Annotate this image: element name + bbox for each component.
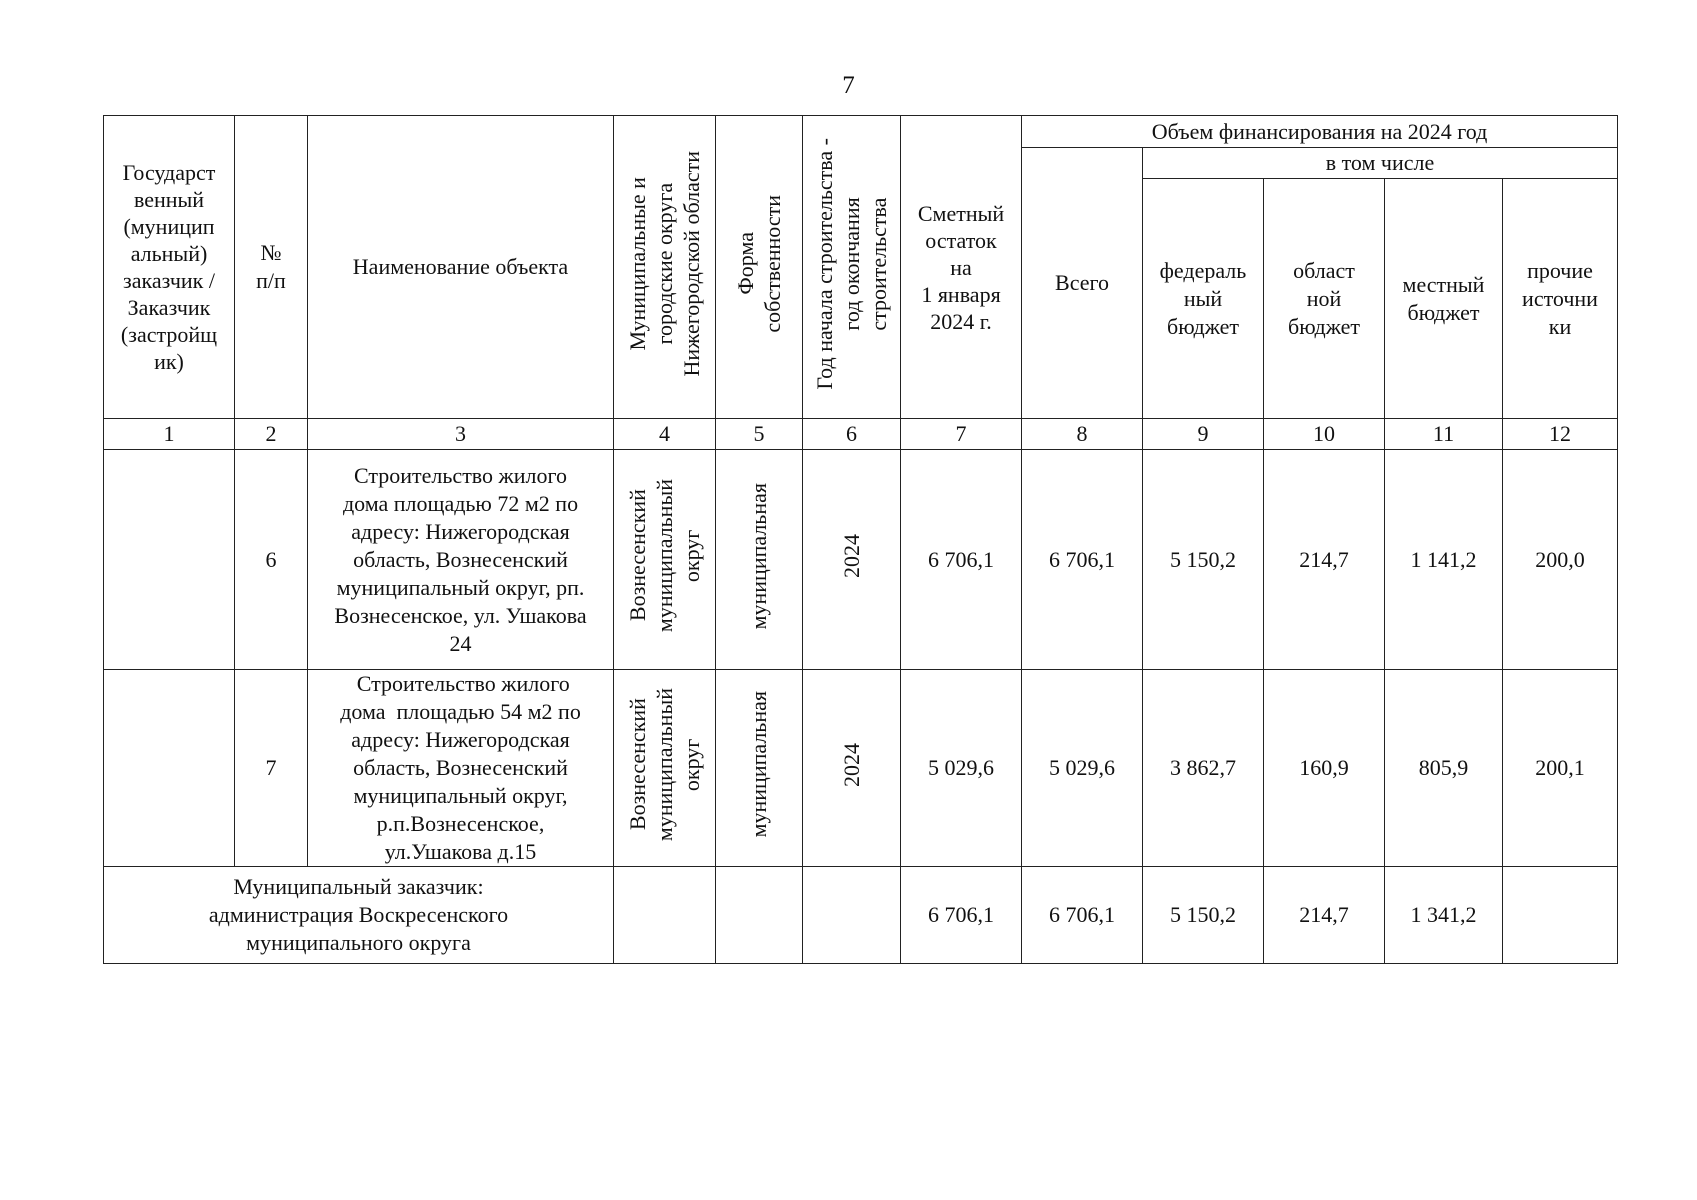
row-district [614, 450, 716, 670]
row-other: 200,1 [1503, 670, 1618, 867]
header-federal: федераль ный бюджет [1143, 179, 1264, 419]
column-number: 10 [1264, 419, 1385, 450]
header-years [803, 116, 901, 419]
summary-empty [803, 867, 901, 964]
row-customer [104, 670, 235, 867]
row-total: 6 706,1 [1022, 450, 1143, 670]
row-estimate: 6 706,1 [901, 450, 1022, 670]
header-estimate: Сметный остаток на 1 января 2024 г. [901, 116, 1022, 419]
header-total: Всего [1022, 148, 1143, 419]
row-estimate: 5 029,6 [901, 670, 1022, 867]
row-years [803, 670, 901, 867]
row-ownership [716, 670, 803, 867]
summary-empty [716, 867, 803, 964]
header-object-name: Наименование объекта [308, 116, 614, 419]
column-number: 7 [901, 419, 1022, 450]
row-number: 7 [235, 670, 308, 867]
header-other: прочие источни ки [1503, 179, 1618, 419]
column-number: 1 [104, 419, 235, 450]
column-number: 12 [1503, 419, 1618, 450]
row-other: 200,0 [1503, 450, 1618, 670]
row-district-text: Вознесенский муниципальный округ [625, 687, 704, 842]
column-number: 5 [716, 419, 803, 450]
summary-other [1503, 867, 1618, 964]
row-ownership-text: муниципальная [746, 482, 771, 630]
row-regional: 214,7 [1264, 450, 1385, 670]
header-districts [614, 116, 716, 419]
row-object-name: Строительство жилого дома площадью 72 м2 по адресу: Нижегородская область, Вознесенский муниципальный округ, рп. Вознесенское, ул. Ушакова 24 [308, 450, 614, 670]
row-number: 6 [235, 450, 308, 670]
header-including: в том числе [1143, 148, 1618, 179]
row-customer [104, 450, 235, 670]
header-districts-text: Муниципальные и городские округа Нижегородской области [625, 150, 704, 377]
header-years-text: Год начала строительства - год окончания строительства [812, 137, 891, 390]
header-ownership-text: Форма собственности [733, 194, 785, 333]
row-local: 1 141,2 [1385, 450, 1503, 670]
row-ownership [716, 450, 803, 670]
summary-empty [614, 867, 716, 964]
table-row [104, 450, 1618, 670]
column-number: 2 [235, 419, 308, 450]
financing-table [103, 115, 1618, 964]
summary-local: 1 341,2 [1385, 867, 1503, 964]
column-number: 8 [1022, 419, 1143, 450]
row-federal: 5 150,2 [1143, 450, 1264, 670]
column-numbers-row [104, 419, 1618, 450]
row-total: 5 029,6 [1022, 670, 1143, 867]
summary-total: 6 706,1 [1022, 867, 1143, 964]
row-federal: 3 862,7 [1143, 670, 1264, 867]
summary-regional: 214,7 [1264, 867, 1385, 964]
column-number: 9 [1143, 419, 1264, 450]
header-number: № п/п [235, 116, 308, 419]
table-row [104, 670, 1618, 867]
summary-row [104, 867, 1618, 964]
row-regional: 160,9 [1264, 670, 1385, 867]
column-number: 4 [614, 419, 716, 450]
header-customer: Государст венный (муницип альный) заказчик / Заказчик (застройщ ик) [104, 116, 235, 419]
row-ownership-text: муниципальная [746, 691, 771, 838]
header-local: местный бюджет [1385, 179, 1503, 419]
row-district-text: Вознесенский муниципальный округ [625, 479, 704, 633]
header-ownership [716, 116, 803, 419]
page-number: 7 [842, 72, 855, 99]
row-local: 805,9 [1385, 670, 1503, 867]
column-number: 11 [1385, 419, 1503, 450]
row-district [614, 670, 716, 867]
summary-estimate: 6 706,1 [901, 867, 1022, 964]
header-financing: Объем финансирования на 2024 год [1022, 116, 1618, 148]
summary-federal: 5 150,2 [1143, 867, 1264, 964]
column-number: 3 [308, 419, 614, 450]
row-object-name: Строительство жилого дома площадью 54 м2 по адресу: Нижегородская область, Вознесенский муниципальный округ, р.п.Вознесенское, ул.Ушакова д.15 [308, 670, 614, 867]
row-years-text: 2024 [838, 742, 864, 787]
row-years [803, 450, 901, 670]
header-regional: област ной бюджет [1264, 179, 1385, 419]
column-number: 6 [803, 419, 901, 450]
summary-label: Муниципальный заказчик: администрация Воскресенского муниципального округа [104, 867, 614, 964]
row-years-text: 2024 [838, 534, 864, 578]
